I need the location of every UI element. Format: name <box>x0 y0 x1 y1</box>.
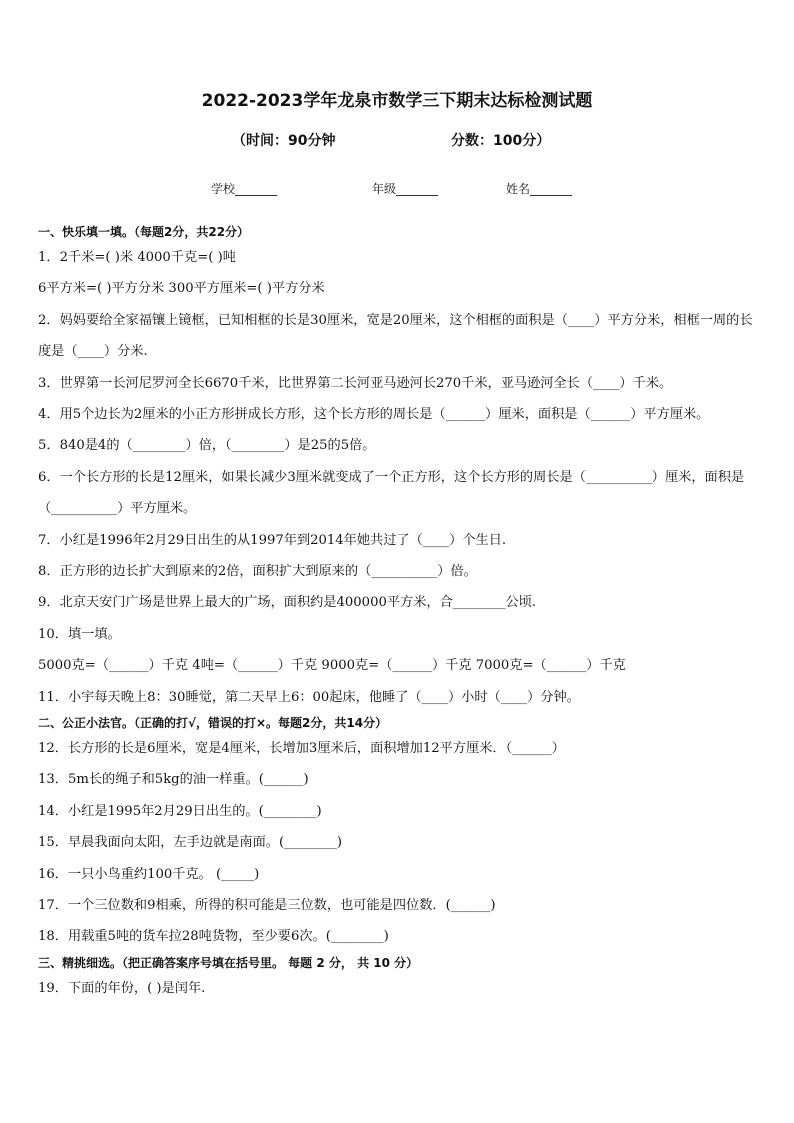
grade-field: 年级_______ <box>372 182 439 196</box>
student-info <box>0 180 794 200</box>
section-heading-2: 二、公正小法官。（正确的打√，错误的打×。每题2分，共14分） <box>38 715 388 730</box>
exam-title: 2022-2023学年龙泉市数学三下期末达标检测试题 <box>201 91 593 111</box>
question-1b: 6平方米=( )平方分米 300平方厘米=( )平方分米 <box>38 281 325 297</box>
question-16: 16．一只小鸟重约100千克。 (_____) <box>38 866 260 882</box>
question-1a: 1．2千米=( )米 4000千克=( )吨 <box>38 250 236 265</box>
question-4: 4．用5个边长为2厘米的小正方形拼成长方形，这个长方形的周长是（______）厘米，面积是（______）平方厘米。 <box>38 407 710 422</box>
question-18: 18．用载重5吨的货车拉28吨货物，至少要6次。(________) <box>38 929 389 945</box>
section-heading-1: 一、快乐填一填。（每题2分，共22分） <box>38 225 250 239</box>
question-13: 13．5m长的绳子和5kg的油一样重。(______) <box>38 772 309 788</box>
school-field: 学校_______ <box>211 182 278 196</box>
exam-body <box>38 222 763 1004</box>
question-17: 17．一个三位数和9相乘，所得的积可能是三位数，也可能是四位数．(______) <box>38 897 496 913</box>
question-6: 6．一个长方形的长是12厘米，如果长减少3厘米就变成了一个正方形，这个长方形的周长是（__________）厘米，面积是（__________）平方厘米。 <box>38 469 745 517</box>
section-heading-3: 三、精挑细选。（把正确答案序号填在括号里。 每题 2 分， 共 10 分） <box>38 955 419 970</box>
question-3: 3．世界第一长河尼罗河全长6670千米，比世界第二长河亚马逊河长270千米，亚马逊河全长（____）千米。 <box>38 375 673 391</box>
question-2: 2．妈妈要给全家福镶上镜框，已知相框的长是30厘米，宽是20厘米，这个相框的面积是（____）平方分米，相框一周的长度是（____）分米. <box>38 312 753 360</box>
question-10: 10．填一填。 <box>38 626 121 642</box>
exam-subtitle <box>0 130 794 150</box>
question-7: 7．小红是1996年2月29日出生的从1997年到2014年她共过了（____）个生日. <box>38 532 507 548</box>
question-9: 9．北京天安门广场是世界上最大的广场，面积约是400000平方米，合________公顷. <box>38 595 537 611</box>
exam-time: （时间：90分钟 <box>232 133 336 149</box>
question-12: 12．长方形的长是6厘米，宽是4厘米，长增加3厘米后，面积增加12平方厘米．（______） <box>38 740 565 756</box>
exam-score: 分数：100分） <box>451 133 551 149</box>
question-14: 14．小红是1995年2月29日出生的。(________) <box>38 803 322 819</box>
question-19: 19．下面的年份，( )是闰年. <box>38 980 206 996</box>
name-field: 姓名_______ <box>506 182 573 196</box>
question-5: 5．840是4的（________）倍，（________）是25的5倍。 <box>38 438 376 454</box>
question-10b: 5000克=（______）千克 4吨=（______）千克 9000克=（______）千克 7000克=（______）千克 <box>38 658 626 674</box>
question-8: 8．正方形的边长扩大到原来的2倍，面积扩大到原来的（__________）倍。 <box>38 563 477 579</box>
question-15: 15．早晨我面向太阳，左手边就是南面。(________) <box>38 835 343 851</box>
question-11: 11．小宇每天晚上8：30睡觉，第二天早上6：00起床，他睡了（____）小时（____）分钟。 <box>38 689 580 705</box>
